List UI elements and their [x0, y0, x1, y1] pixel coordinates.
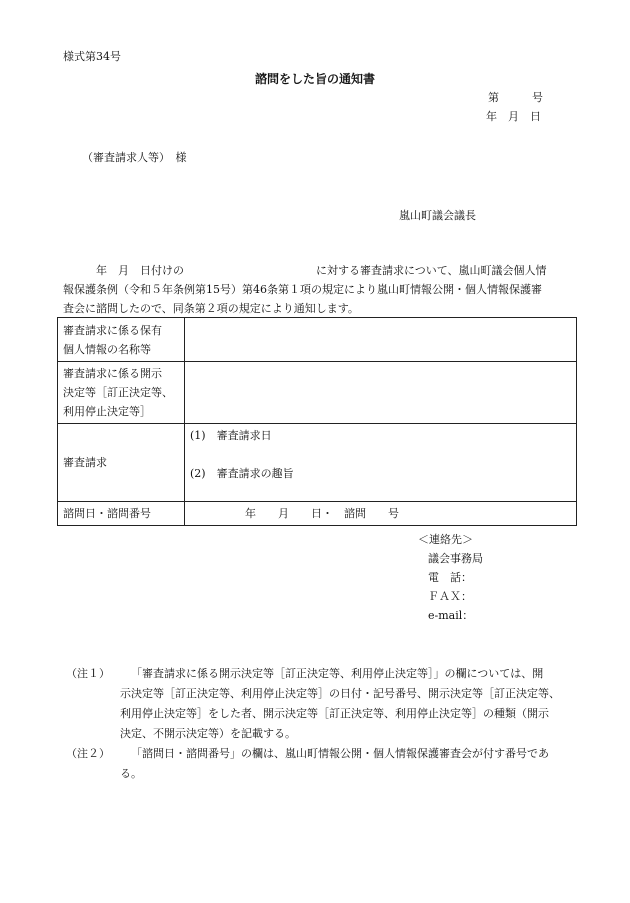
- row3-label: 審査請求: [63, 456, 107, 469]
- table-value-cell: [185, 424, 577, 502]
- note-line: 利用停止決定等］をした者、開示決定等［訂正決定等、利用停止決定等］の種類（開示: [120, 707, 549, 720]
- row2-label-line: 審査請求に係る開示: [63, 367, 162, 380]
- note-line: 示決定等［訂正決定等、利用停止決定等］の日付・記号番号、開示決定等［訂正決定等、: [120, 687, 560, 700]
- body-line: 査会に諮問したので、同条第２項の規定により通知します。: [63, 302, 359, 315]
- sender: 嵐山町議会議長: [399, 209, 476, 222]
- consultation-date-number: 年 月 日・ 諮問 号: [245, 507, 399, 520]
- note-text: [120, 744, 590, 784]
- contact-office: 議会事務局: [428, 552, 483, 565]
- note-label: （注２）: [66, 747, 110, 760]
- note-line: 決定、不開示決定等）を記載する。: [120, 727, 296, 740]
- table-label-cell: [58, 318, 185, 362]
- table-value-cell: [185, 362, 577, 424]
- body-text: [63, 261, 583, 318]
- table-value-cell: [185, 318, 577, 362]
- table-row: [58, 502, 577, 526]
- row2-label-line: 決定等［訂正決定等、: [63, 386, 173, 399]
- table-value-cell: [185, 502, 577, 526]
- table-row: [58, 424, 577, 502]
- notes-section: [66, 664, 596, 784]
- table-label-cell: [58, 424, 185, 502]
- table-row: [58, 318, 577, 362]
- row2-label-line: 利用停止決定等］: [63, 405, 151, 418]
- document-title: 諮問をした旨の通知書: [254, 72, 375, 86]
- note-line: 「諮問日・諮問番号」の欄は、嵐山町情報公開・個人情報保護審査会が付す番号であ: [131, 747, 549, 760]
- review-request-purpose-item: (2) 審査請求の趣旨: [190, 467, 294, 480]
- contact-block: [418, 530, 483, 625]
- document-date-line: 年 月 日: [486, 110, 541, 123]
- info-table: [57, 317, 577, 526]
- contact-heading: ＜連絡先＞: [418, 533, 473, 546]
- table-label-cell: [58, 502, 185, 526]
- table-row: [58, 362, 577, 424]
- document-number-line: 第 号: [488, 91, 543, 104]
- contact-phone: 電 話：: [428, 571, 472, 584]
- note-line: る。: [120, 767, 142, 780]
- note-line: 「審査請求に係る開示決定等［訂正決定等、利用停止決定等］」の欄については、開: [131, 667, 544, 680]
- row4-label: 諮問日・諮問番号: [63, 507, 151, 520]
- note-label: （注１）: [66, 667, 110, 680]
- review-request-date-item: (1) 審査請求日: [190, 429, 272, 442]
- note-item: [66, 664, 596, 744]
- recipient: （審査請求人等） 様: [82, 151, 187, 164]
- contact-fax: ＦＡＸ：: [428, 590, 472, 603]
- body-line: 報保護条例（令和５年条例第15号）第46条第１項の規定により嵐山町情報公開・個人情報保護審: [63, 283, 542, 296]
- note-item: [66, 744, 596, 784]
- table-label-cell: [58, 362, 185, 424]
- contact-email: e-mail：: [428, 609, 474, 622]
- row1-label-line: 審査請求に係る保有: [63, 323, 162, 337]
- body-line: 年 月 日付けの に対する審査請求について、嵐山町議会個人情: [63, 264, 547, 277]
- form-number: 様式第34号: [63, 50, 121, 63]
- note-text: [120, 664, 590, 744]
- row1-label-line: 個人情報の名称等: [63, 342, 151, 356]
